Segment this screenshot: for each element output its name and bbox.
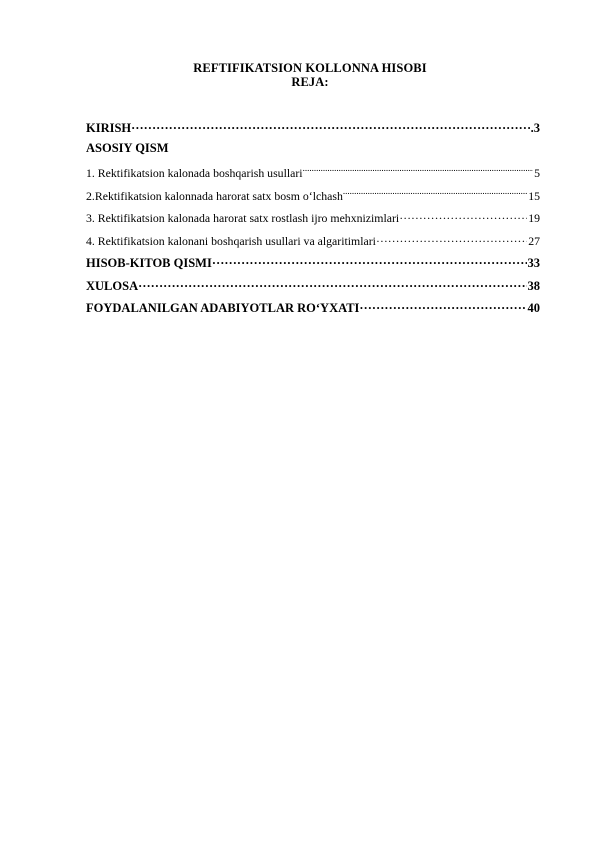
- toc-entry-4[interactable]: [86, 231, 540, 254]
- toc-entry-1[interactable]: [86, 163, 540, 186]
- toc-entry-page: 40: [527, 301, 540, 315]
- toc-entry-label: 4. Rektifikatsion kalonani boshqarish usullari va algaritimlari: [86, 233, 376, 248]
- toc-entry-label: FOYDALANILGAN ADABIYOTLAR RO‘YXATI: [86, 301, 360, 315]
- toc-entry-adabiyotlar[interactable]: [86, 298, 540, 321]
- document-title: REFTIFIKATSION KOLLONNA HISOBI: [193, 61, 427, 75]
- toc-entry-hisob-kitob[interactable]: [86, 253, 540, 276]
- toc-entry-3[interactable]: [86, 208, 540, 231]
- toc-entry-label: 1. Rektifikatsion kalonada boshqarish usullari: [86, 166, 303, 180]
- toc-dot-leader: [399, 208, 527, 222]
- toc-entry-2[interactable]: [86, 186, 540, 209]
- toc-entry-label: ASOSIY QISM: [86, 140, 169, 155]
- toc-entry-page: 15: [528, 188, 540, 203]
- toc-dot-leader: [212, 253, 527, 267]
- table-of-contents: [86, 118, 540, 321]
- toc-entry-page: 19: [528, 211, 540, 225]
- toc-entry-kirish[interactable]: [86, 118, 540, 141]
- toc-entry-page: 33: [527, 256, 540, 270]
- toc-entry-page: 27: [528, 233, 540, 248]
- toc-entry-label: 2.Rektifikatsion kalonnada harorat satx bosm o‘lchash: [86, 188, 343, 203]
- toc-entry-page: 5: [534, 166, 540, 180]
- toc-entry-label: 3. Rektifikatsion kalonada harorat satx rostlash ijro mehxnizimlari: [86, 211, 400, 225]
- toc-dot-leader: [131, 118, 529, 132]
- toc-dot-leader: [138, 276, 526, 290]
- toc-entry-label: KIRISH: [86, 121, 132, 135]
- toc-entry-label: HISOB-KITOB QISMI: [86, 256, 212, 270]
- toc-dot-leader: [359, 298, 526, 312]
- plan-heading: REJA:: [291, 75, 329, 89]
- toc-entry-page: .3: [530, 121, 540, 135]
- toc-entry-label: XULOSA: [86, 278, 139, 293]
- toc-section-asosiy-qism: [86, 141, 540, 164]
- toc-entry-page: 38: [527, 278, 540, 293]
- toc-dot-leader: [343, 186, 527, 200]
- toc-dot-leader: [303, 163, 534, 177]
- toc-dot-leader: [376, 231, 527, 245]
- toc-entry-xulosa[interactable]: [86, 276, 540, 299]
